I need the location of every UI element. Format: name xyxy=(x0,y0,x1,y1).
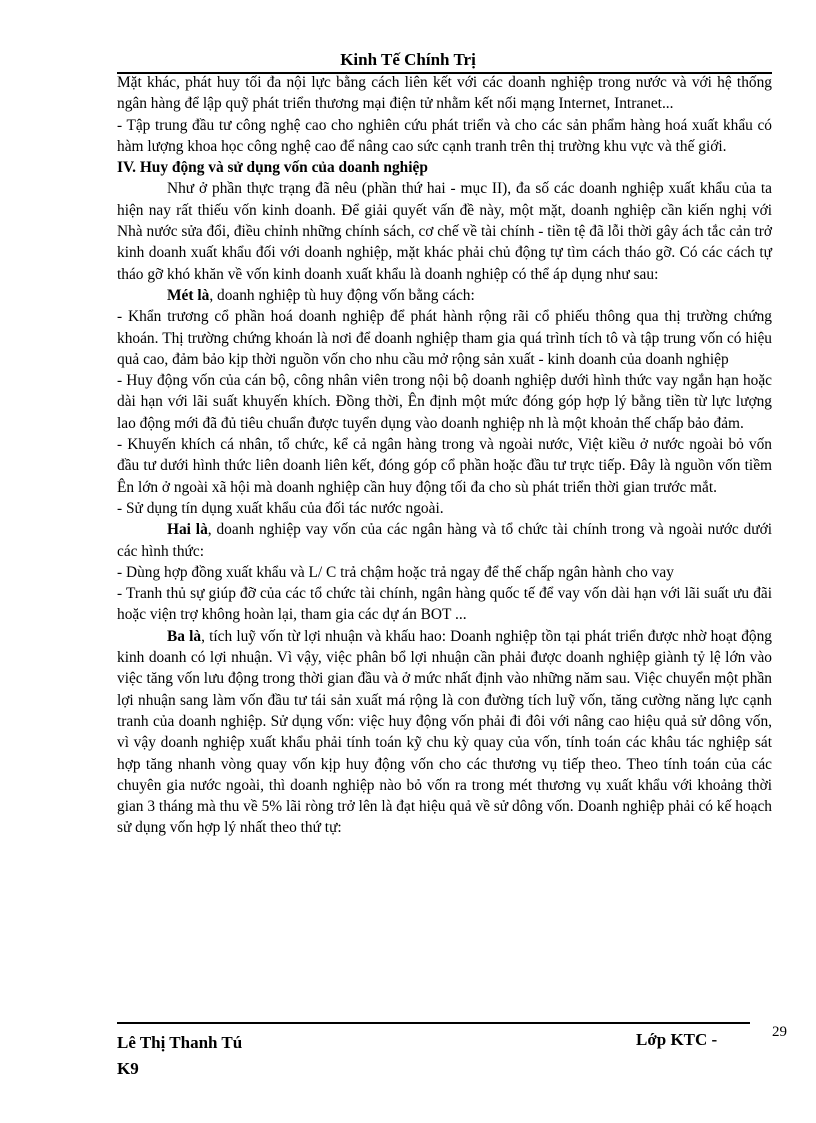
bullet-paragraph: - Sử dụng tín dụng xuất khẩu của đối tác nước ngoài. xyxy=(117,499,444,517)
bullet-paragraph: - Tranh thủ sự giúp đỡ của các tổ chức tài chính, ngân hàng quốc tế để vay vốn dài hạn với lãi suất ưu đãi hoặc viện trợ không hoàn lại, tham gia các dự án BOT ... xyxy=(117,585,772,624)
author-name: Lê Thị Thanh Tú xyxy=(117,1033,243,1052)
paragraph xyxy=(117,285,772,306)
footer-rule xyxy=(117,1022,750,1024)
paragraph: Mặt khác, phát huy tối đa nội lực bằng cách liên kết với các doanh nghiệp trong nước và với hệ thống ngân hàng để lập quỹ phát triển thương mại điện tử nhằm kết nối mạng Internet, Intranet... xyxy=(117,74,772,113)
bullet-paragraph: - Khuyến khích cá nhân, tổ chức, kể cả ngân hàng trong và ngoài nước, Việt kiều ở nước ngoài bỏ vốn đầu tư dưới hình thức liên doanh liên kết, đóng góp cổ phần hoặc đầu tư trực tiếp. Đây là nguồn vốn tiềm Ên lớn ở ngoài xã hội mà doanh nghiệp cần huy động tối đa cho sù phát triển thời gian trước mắt. xyxy=(117,436,772,496)
paragraph xyxy=(117,519,772,562)
paragraph-text: , doanh nghiệp tù huy động vốn bằng cách: xyxy=(209,286,475,304)
page-number: 29 xyxy=(772,1024,787,1040)
paragraph-text: , doanh nghiệp vay vốn của các ngân hàng và tổ chức tài chính trong và ngoài nước dưới các hình thức: xyxy=(117,521,772,560)
lead-term: Ba là xyxy=(167,627,202,645)
paragraph-text: , tích luỹ vốn từ lợi nhuận và khấu hao: Doanh nghiệp tồn tại phát triển được nhờ hoạt động kinh doanh có lợi nhuận. Vì vậy, việc phân bổ lợi nhuận cần phải được doanh nghiệp giành tỷ lệ lớn vào việc tăng vốn lưu động trong thời gian đầu và ở mức nhất định vào những năm sau. Việc chuyển một phần lợi nhuận sang làm vốn đầu tư tái sản xuất má rộng là con đường tích luỹ vốn, tăng cường năng lực cạnh tranh của doanh nghiệp. Sử dụng vốn: việc huy động vốn phải đi đôi với nâng cao hiệu quả sử dông vốn, vì vậy doanh nghiệp xuất khẩu phải tính toán kỹ chu kỳ quay của vốn, tính toán các khâu tác nghiệp sát hợp tăng nhanh vòng quay vốn kịp huy động vốn cho các thương vụ tiếp theo. Theo tính toán của các chuyên gia nước ngoài, thì doanh nghiệp nào bỏ vốn ra trong mét thương vụ xuất khẩu với khoảng thời gian 3 tháng mà thu về 5% lãi ròng trở lên là đạt hiệu quả về sử dông vốn. Doanh nghiệp phải có kế hoạch sử dụng vốn hợp lý nhất theo thứ tự: xyxy=(117,627,773,837)
paragraph: Như ở phần thực trạng đã nêu (phần thứ hai - mục II), đa số các doanh nghiệp xuất khẩu của ta hiện nay rất thiếu vốn kinh doanh. Để giải quyết vấn đề này, một mặt, doanh nghiệp cần kiến nghị với Nhà nước sửa đổi, điều chỉnh những chính sách, cơ chế về tài chính - tiền tệ đã lỗi thời gây ách tắc cản trở kinh doanh xuất khẩu đối với doanh nghiệp, mặt khác phải chủ động tự tìm cách tháo gỡ. Có các cách tự tháo gỡ khó khăn về vốn kinh doanh xuất khẩu là doanh nghiệp có thể áp dụng như sau: xyxy=(117,180,772,283)
lead-term: Mét là xyxy=(167,286,210,304)
paragraph xyxy=(117,626,772,839)
page-header-title: Kinh Tế Chính Trị xyxy=(340,50,476,69)
lead-term: Hai là xyxy=(167,521,208,539)
bullet-paragraph: - Tập trung đầu tư công nghệ cao cho nghiên cứu phát triển và cho các sản phẩm hàng hoá xuất khẩu có hàm lượng khoa học công nghệ cao để nâng cao sức cạnh tranh trên thị trường khu vực và thế giới. xyxy=(117,116,772,155)
document-body xyxy=(117,72,772,839)
bullet-paragraph: - Dùng hợp đồng xuất khẩu và L/ C trả chậm hoặc trả ngay để thế chấp ngân hành cho vay xyxy=(117,563,674,581)
author-cohort: K9 xyxy=(117,1059,139,1078)
bullet-paragraph: - Huy động vốn của cán bộ, công nhân viên trong nội bộ doanh nghiệp dưới hình thức vay ngắn hạn hoặc dài hạn với lãi suất khuyến khích. Đồng thời, Ên định một mức đóng góp hợp lý bằng tiền từ lực lượng lao động mới đã đủ tiêu chuẩn được tuyển dụng vào doanh nghiệp nh là một khoản thế chấp bảo đảm. xyxy=(117,372,772,432)
section-heading: IV. Huy động và sử dụng vốn của doanh nghiệp xyxy=(117,159,428,177)
bullet-paragraph: - Khẩn trương cổ phần hoá doanh nghiệp để phát hành rộng rãi cổ phiếu thông qua thị trường chứng khoán. Thị trường chứng khoán là nơi để doanh nghiệp tham gia quá trình tích tô và tập trung vốn có hiệu quả cao, đảm bảo kịp thời nguồn vốn cho nhu cầu mở rộng sản xuất - kinh doanh của doanh nghiệp xyxy=(117,308,772,368)
footer-class-label: Lớp KTC - xyxy=(636,1030,718,1049)
footer-author xyxy=(117,1030,242,1082)
